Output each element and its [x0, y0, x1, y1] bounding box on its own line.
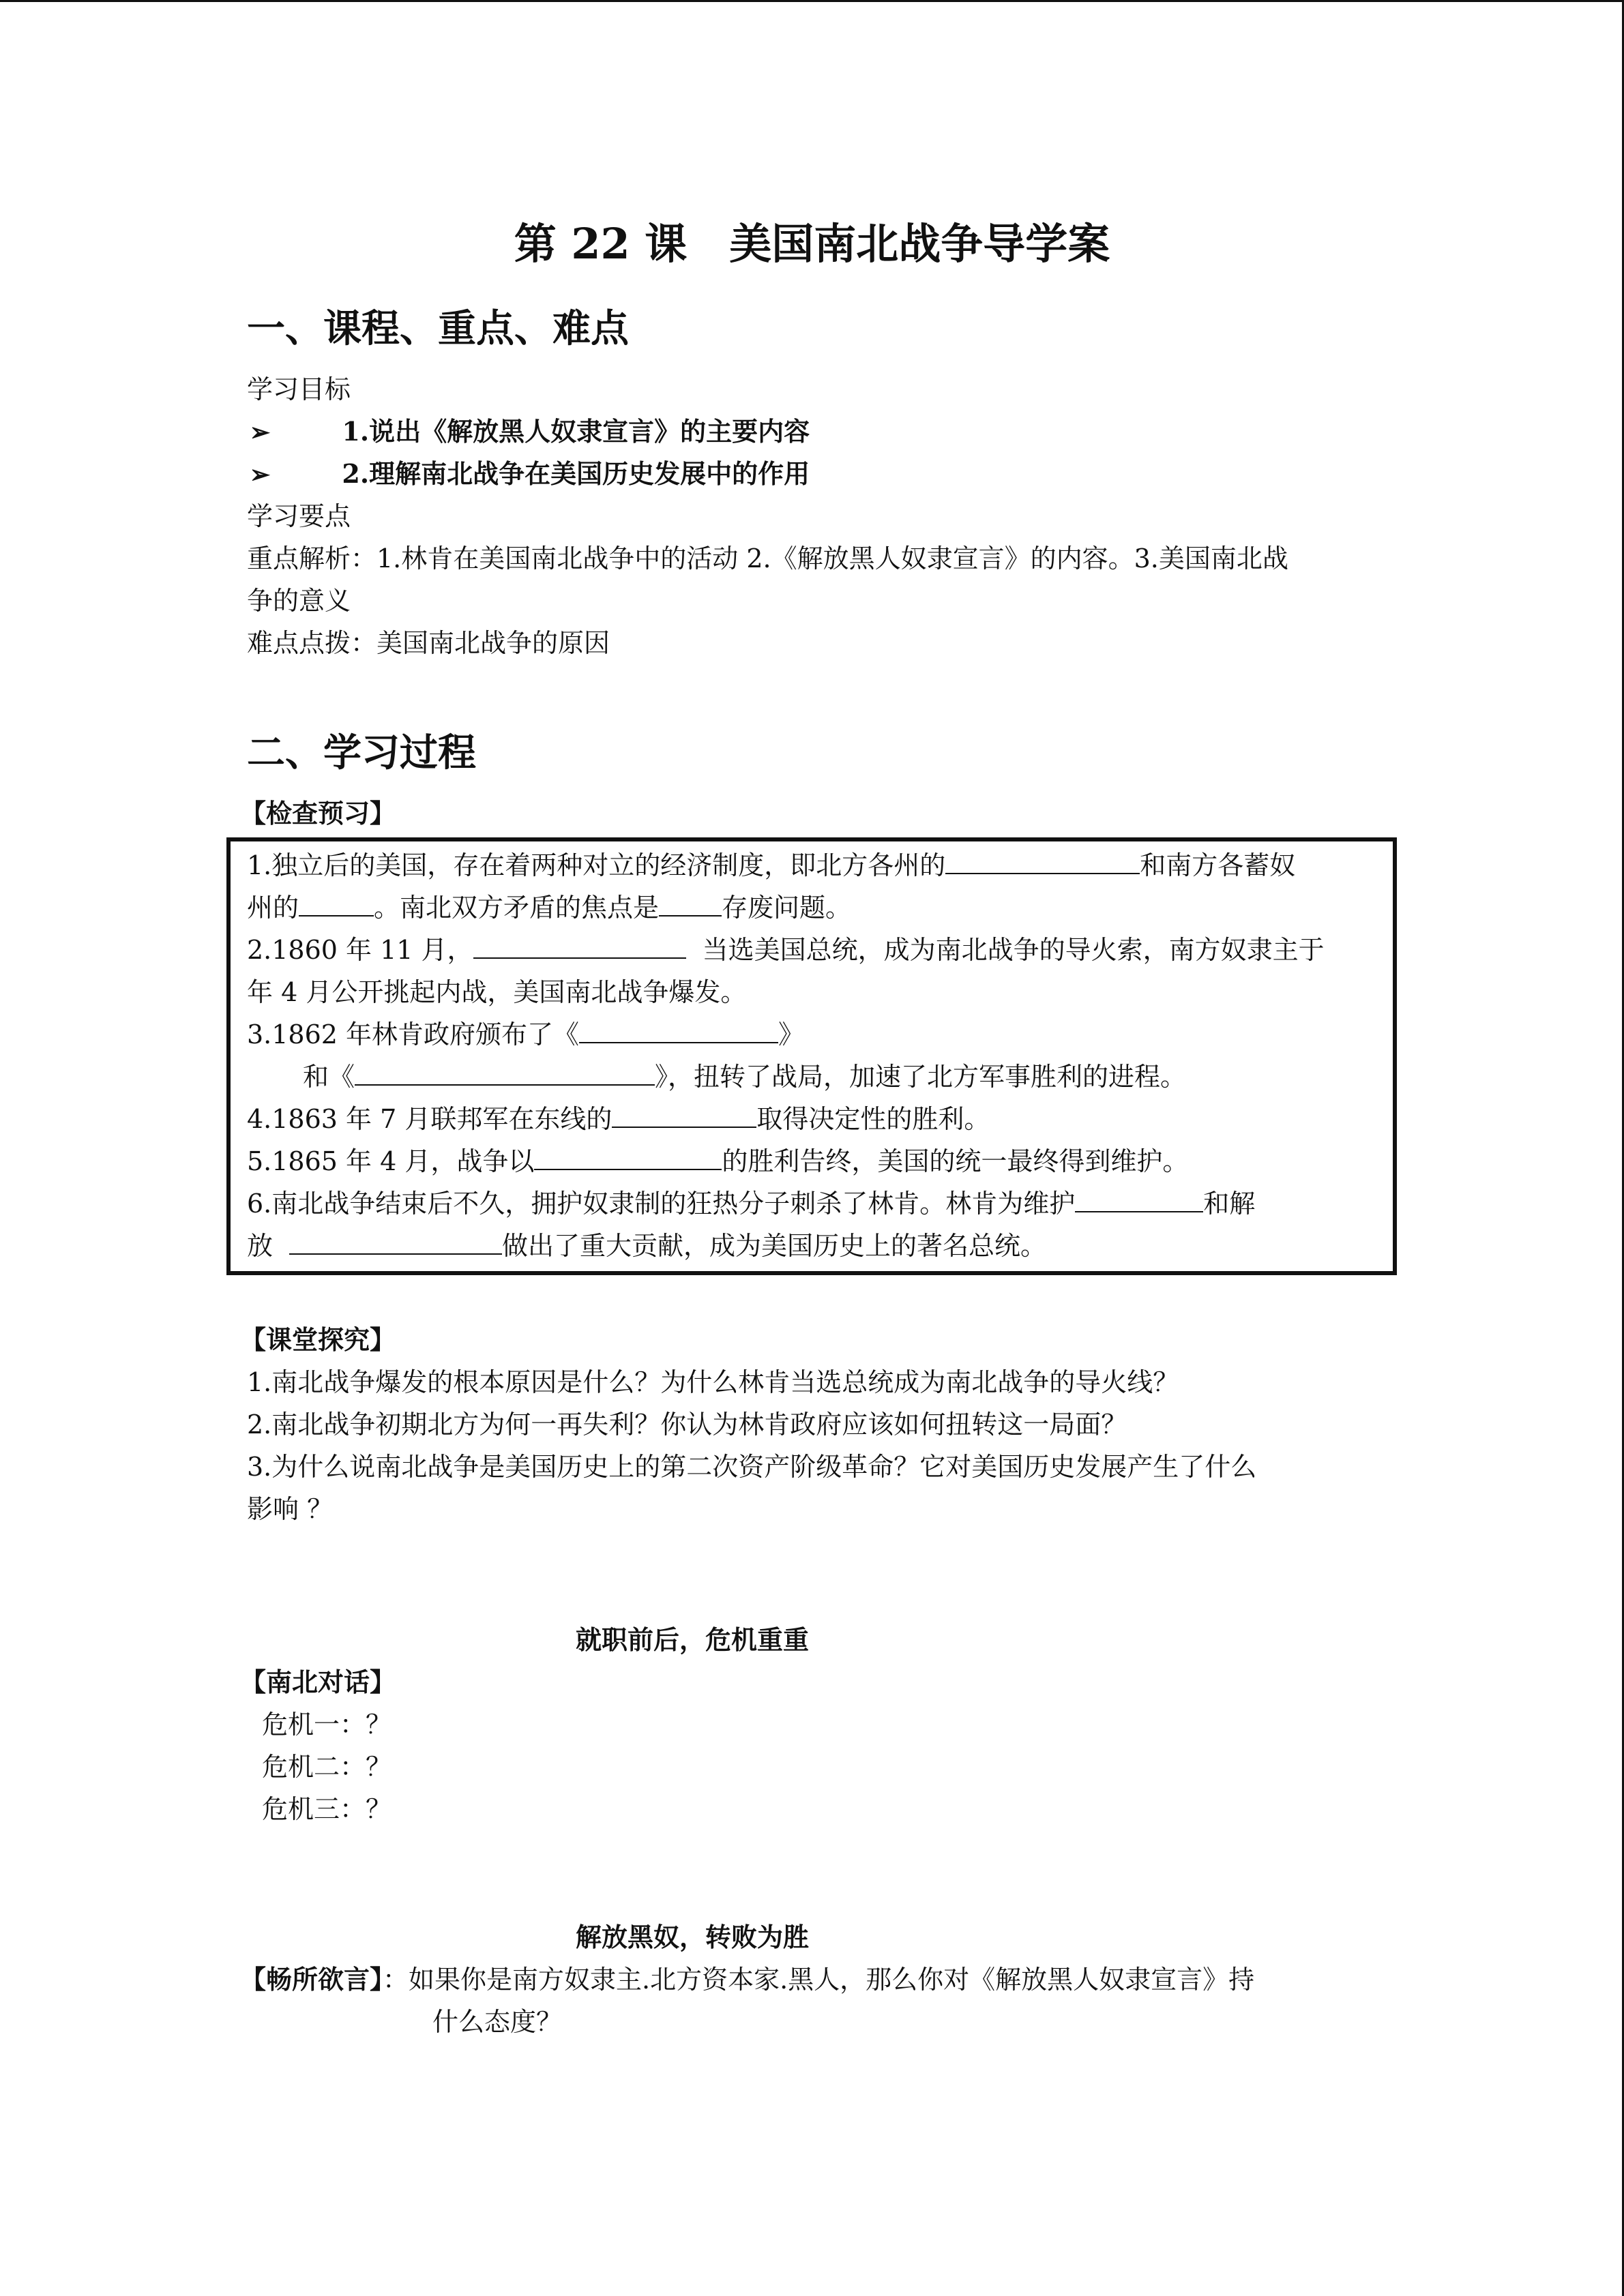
dialogue-label: 【南北对话】 — [240, 1667, 396, 1697]
preview-q6-line1: 6.南北战争结束后不久，拥护奴隶制的狂热分子刺杀了林肯。林肯为维护 和解 — [247, 1182, 1255, 1225]
preview-q5: 5.1865 年 4 月，战争以 的胜利告终，美国的统一最终得到维护。 — [247, 1140, 1188, 1182]
page-top-border — [0, 0, 1624, 2]
key-label: 学习要点 — [247, 501, 351, 531]
arrow-bullet-icon: ➢ — [250, 460, 271, 489]
blank-q3-act[interactable] — [579, 1017, 778, 1043]
preview-q2-line2: 年 4 月公开挑起内战，美国南北战争爆发。 — [247, 977, 747, 1007]
blank-q1-north[interactable] — [945, 848, 1140, 874]
liberation-heading: 解放黑奴，转败为胜 — [576, 1922, 810, 1952]
key-points-line-2: 争的意义 — [247, 586, 351, 616]
preview-q1-line2: 州的 。南北双方矛盾的焦点是 存废问题。 — [247, 886, 851, 929]
preview-q3-line1: 3.1862 年林肯政府颁布了《 》 — [247, 1013, 804, 1056]
blank-q1-focus[interactable] — [659, 891, 722, 916]
explore-label: 【课堂探究】 — [240, 1324, 396, 1355]
section2-heading: 二、学习过程 — [247, 730, 476, 775]
speak-line-2: 什么态度？ — [432, 2007, 563, 2037]
page-title: 第 22 课 美国南北战争导学案 — [514, 219, 1110, 269]
goal-label: 学习目标 — [247, 374, 351, 404]
speak-line-1 — [240, 1958, 1254, 2001]
explore-question-3: 3.为什么说南北战争是美国历史上的第二次资产阶级革命？它对美国历史发展产生了什么 — [247, 1452, 1257, 1482]
preview-label: 【检查预习】 — [240, 798, 396, 829]
crisis-heading: 就职前后，危机重重 — [576, 1624, 810, 1655]
goal-item-2 — [250, 453, 810, 496]
goal-text-2: 2.理解南北战争在美国历史发展中的作用 — [342, 458, 810, 489]
blank-q6-unity[interactable] — [1075, 1187, 1203, 1212]
goal-text-1: 1.说出《解放黑人奴隶宣言》的主要内容 — [342, 416, 810, 447]
explore-question-2: 2.南北战争初期北方为何一再失利？你认为林肯政府应该如何扭转这一局面？ — [247, 1410, 1127, 1440]
crisis-item-2: 危机二：？ — [262, 1752, 392, 1782]
key-points-line-1: 重点解析：1.林肯在美国南北战争中的活动 2.《解放黑人奴隶宣言》的内容。3.美国南北战 — [247, 543, 1288, 573]
explore-question-1: 1.南北战争爆发的根本原因是什么？为什么林肯当选总统成为南北战争的导火线？ — [247, 1367, 1179, 1397]
explore-question-3-cont: 影响 ？ — [247, 1494, 334, 1524]
blank-q5-victor[interactable] — [534, 1144, 722, 1170]
crisis-item-1: 危机一：？ — [262, 1710, 392, 1740]
speak-label: 【畅所欲言】 — [240, 1964, 383, 1995]
goal-item-1 — [250, 411, 810, 453]
difficulty-text: 难点点拨：美国南北战争的原因 — [247, 628, 610, 658]
crisis-item-3: 危机三：？ — [262, 1794, 392, 1824]
blank-q2-president[interactable] — [473, 933, 686, 959]
blank-q6-slaves[interactable] — [289, 1229, 502, 1255]
preview-q3-line2: 和《 》，扭转了战局，加速了北方军事胜利的进程。 — [303, 1056, 1186, 1098]
section1-heading: 一、课程、重点、难点 — [247, 306, 629, 351]
blank-q1-south[interactable] — [299, 891, 374, 916]
blank-q3-proclamation[interactable] — [355, 1060, 655, 1086]
speak-text-1: ：如果你是南方奴隶主.北方资本家.黑人，那么你对《解放黑人奴隶宣言》持 — [383, 1965, 1255, 1995]
preview-q1-line1: 1.独立后的美国，存在着两种对立的经济制度，即北方各州的 和南方各蓄奴 — [247, 844, 1295, 886]
preview-q6-line2: 放 做出了重大贡献，成为美国历史上的著名总统。 — [247, 1225, 1046, 1267]
preview-q2-line1: 2.1860 年 11 月， 当选美国总统，成为南北战争的导火索，南方奴隶主于 — [247, 929, 1325, 971]
blank-q4-battle[interactable] — [612, 1102, 756, 1128]
arrow-bullet-icon: ➢ — [250, 418, 271, 447]
preview-q4: 4.1863 年 7 月联邦军在东线的 取得决定性的胜利。 — [247, 1098, 990, 1140]
